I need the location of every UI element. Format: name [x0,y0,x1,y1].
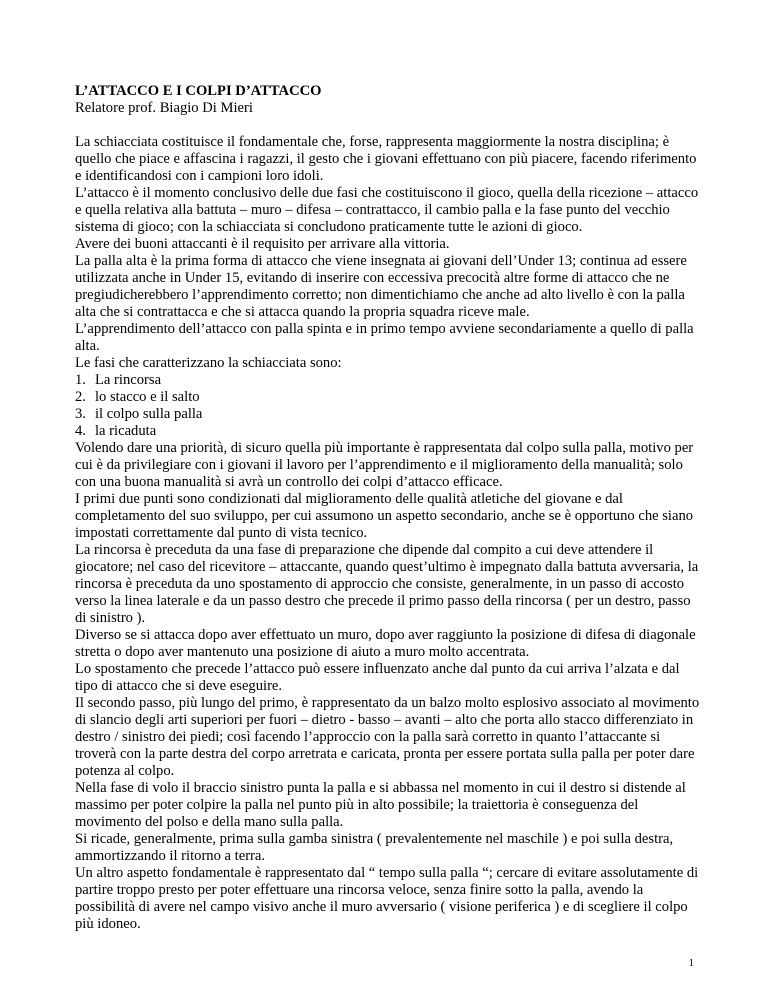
paragraph-after-block: Diverso se si attacca dopo aver effettuato un muro, dopo aver raggiunto la posizione di difesa di diagonale stretta o dopo aver mantenuto una posizione di aiuto a muro molto accentrata. [75,627,696,660]
paragraph-priority: Volendo dare una priorità, di sicuro quella più importante è rappresentata dal colpo sulla palla, motivo per cui è da privilegiare con i giovani il lavoro per l’apprendimento e il miglioramento della manualità; solo con una buona manualità si avrà un controllo dei colpi d’attacco efficace. [75,440,694,490]
paragraph-movement: Lo spostamento che precede l’attacco può essere influenzato anche dal punto da cui arriva l’alzata e dal tipo di attacco che si deve eseguire. [75,661,680,694]
paragraph-timing: Un altro aspetto fondamentale è rappresentato dal “ tempo sulla palla “; cercare di evitare assolutamente di partire troppo presto per poter effettuare una rincorsa veloce, senza finire sotto la palla, avendo la possibilità di avere nel campo visivo anche il muro avversario ( visione periferica ) e di scegliere il colpo più idoneo. [75,865,699,932]
list-item [75,423,705,440]
list-item-number: 2. [75,389,86,405]
document-title: L’ATTACCO E I COLPI D’ATTACCO [75,83,322,99]
list-item-number: 1. [75,372,86,388]
paragraph-intro: La schiacciata costituisce il fondamentale che, forse, rappresenta maggiormente la nostra disciplina; è quello che piace e affascina i ragazzi, il gesto che i giovani effettuano con più piacere, facendo riferimento e identificandosi con i campioni loro idoli. [75,134,697,184]
paragraph-good-attackers: Avere dei buoni attaccanti è il requisito per arrivare alla vittoria. [75,236,450,252]
paragraph-attack-phases: L’attacco è il momento conclusivo delle due fasi che costituiscono il gioco, quella della ricezione – attacco e quella relativa alla battuta – muro – difesa – contrattacco, il cambio palla e la fase punto del vecchio sistema di gioco; con la schiacciata si concludono praticamente tutte le azioni di gioco. [75,185,699,235]
list-item-number: 4. [75,423,86,439]
list-item-text: lo stacco e il salto [95,389,200,405]
paragraph-phases-intro: Le fasi che caratterizzano la schiacciata sono: [75,355,342,371]
body-before-list [75,134,705,372]
paragraph-high-ball: La palla alta è la prima forma di attacco che viene insegnata ai giovani dell’Under 13; continua ad essere utilizzata anche in Under 15, evitando di inserire con eccessiva precocità altre forme di attacco che ne pregiudicherebbero l’apprendimento corretto; non dimentichiamo che anche ad alto livello è con la palla alta che si contrattacca e che si attacca quando la propria squadra riceve male. [75,253,687,320]
page-number: 1 [688,957,694,969]
paragraph-run-up: La rincorsa è preceduta da una fase di preparazione che dipende dal compito a cui deve attendere il giocatore; nel caso del ricevitore – attaccante, quando quest’ultimo è impegnato dalla battuta avversaria, la rincorsa è preceduta da uno spostamento di approccio che consiste, generalmente, in un passo di accosto verso la linea laterale e da un passo destro che precede il primo passo della rincorsa ( per un destro, passo di sinistro ). [75,542,699,626]
paragraph-flight: Nella fase di volo il braccio sinistro punta la palla e si abbassa nel momento in cui il destro si distende al massimo per poter colpire la palla nel punto più in alto possibile; la traiettoria è conseguenza del movimento del polso e della mano sulla palla. [75,780,686,830]
list-item-number: 3. [75,406,86,422]
list-item [75,389,705,406]
list-item [75,372,705,389]
list-item-text: la ricaduta [95,423,157,439]
list-item [75,406,705,423]
document-subtitle: Relatore prof. Biagio Di Mieri [75,100,253,116]
document-page [75,83,705,933]
paragraph-first-points: I primi due punti sono condizionati dal miglioramento delle qualità atletiche del giovane e dal completamento del suo sviluppo, per cui assumono un aspetto secondario, anche se è opportuno che siano impostati correttamente dal punto di vista tecnico. [75,491,694,541]
list-item-text: La rincorsa [95,372,162,388]
paragraph-second-step: Il secondo passo, più lungo del primo, è rappresentato da un balzo molto esplosivo associato al movimento di slancio degli arti superiori per fuori – dietro - basso – avanti – alto che porta allo stacco differenziato in destro / sinistro dei piedi; così facendo l’approccio con la palla sarà corretto in quanto l’attaccante si troverà con la parte destra del corpo arretrata e caricata, pronta per essere portata sulla palla per poter dare potenza al colpo. [75,695,700,779]
paragraph-landing: Si ricade, generalmente, prima sulla gamba sinistra ( prevalentemente nel maschile ) e poi sulla destra, ammortizzando il ritorno a terra. [75,831,674,864]
phases-list [75,372,705,440]
list-item-text: il colpo sulla palla [95,406,203,422]
body-after-list [75,440,705,933]
paragraph-learning: L’apprendimento dell’attacco con palla spinta e in primo tempo avviene secondariamente a quello di palla alta. [75,321,694,354]
